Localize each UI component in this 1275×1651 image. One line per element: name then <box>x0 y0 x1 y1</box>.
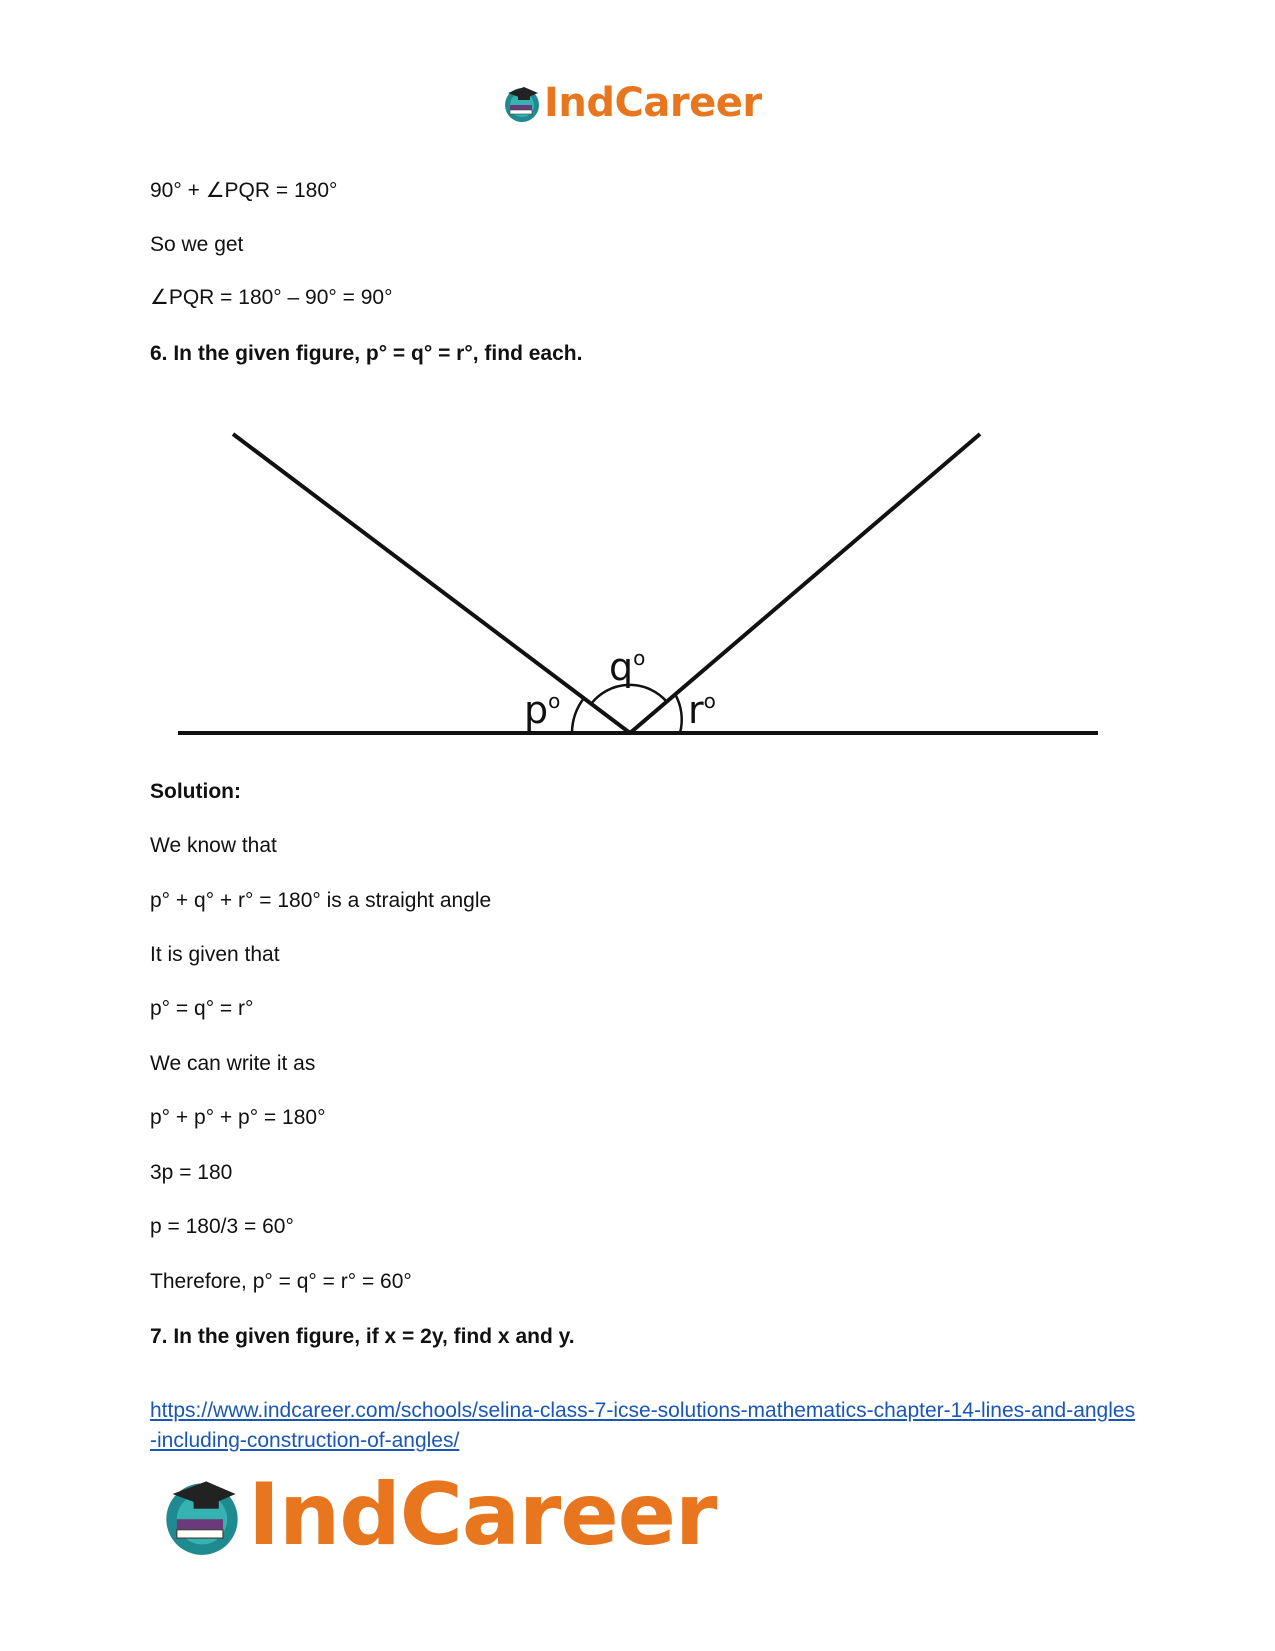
degree-mark: o <box>633 646 646 670</box>
graduation-globe-icon <box>160 1473 244 1557</box>
question-7-heading: 7. In the given figure, if x = 2y, find x and y. <box>150 1325 575 1348</box>
angle-figure <box>0 400 1275 760</box>
svg-text:ro <box>688 688 716 732</box>
equation-line: p° + p° + p° = 180° <box>150 1106 326 1129</box>
equation-line: ∠PQR = 180° – 90° = 90° <box>150 286 393 309</box>
solution-heading: Solution: <box>150 780 241 803</box>
equation-line: 3p = 180 <box>150 1161 233 1184</box>
text-line: It is given that <box>150 943 280 966</box>
text-line: We can write it as <box>150 1052 316 1075</box>
question-6-heading: 6. In the given figure, p° = q° = r°, find each. <box>150 342 583 365</box>
indcareer-logo-header <box>502 80 762 126</box>
equation-line: p° = q° = r° <box>150 997 254 1020</box>
label-p: p <box>524 688 549 732</box>
svg-text:po <box>524 688 560 732</box>
degree-mark: o <box>703 689 716 713</box>
label-q: q <box>609 645 634 689</box>
equation-line: p° + q° + r° = 180° is a straight angle <box>150 889 492 912</box>
degree-mark: o <box>548 689 561 713</box>
svg-text:qo <box>609 645 645 689</box>
indcareer-logo-footer <box>160 1465 716 1565</box>
right-ray <box>630 434 980 733</box>
brand-name: IndCareer <box>544 80 762 126</box>
graduation-globe-icon <box>502 83 542 123</box>
brand-name: IndCareer <box>248 1465 717 1565</box>
left-ray <box>233 434 630 733</box>
text-line: So we get <box>150 233 244 256</box>
angle-arc-r <box>675 694 682 733</box>
equation-line: 90° + ∠PQR = 180° <box>150 179 338 202</box>
label-r: r <box>688 688 704 732</box>
angle-arc-p <box>572 698 584 733</box>
equation-line: p = 180/3 = 60° <box>150 1215 294 1238</box>
text-line: We know that <box>150 834 277 857</box>
source-link[interactable]: https://www.indcareer.com/schools/selina-class-7-icse-solutions-mathematics-chapter-14-lines-and-angles-including-construction-of-angles/ <box>150 1399 1136 1452</box>
equation-line: Therefore, p° = q° = r° = 60° <box>150 1270 412 1293</box>
